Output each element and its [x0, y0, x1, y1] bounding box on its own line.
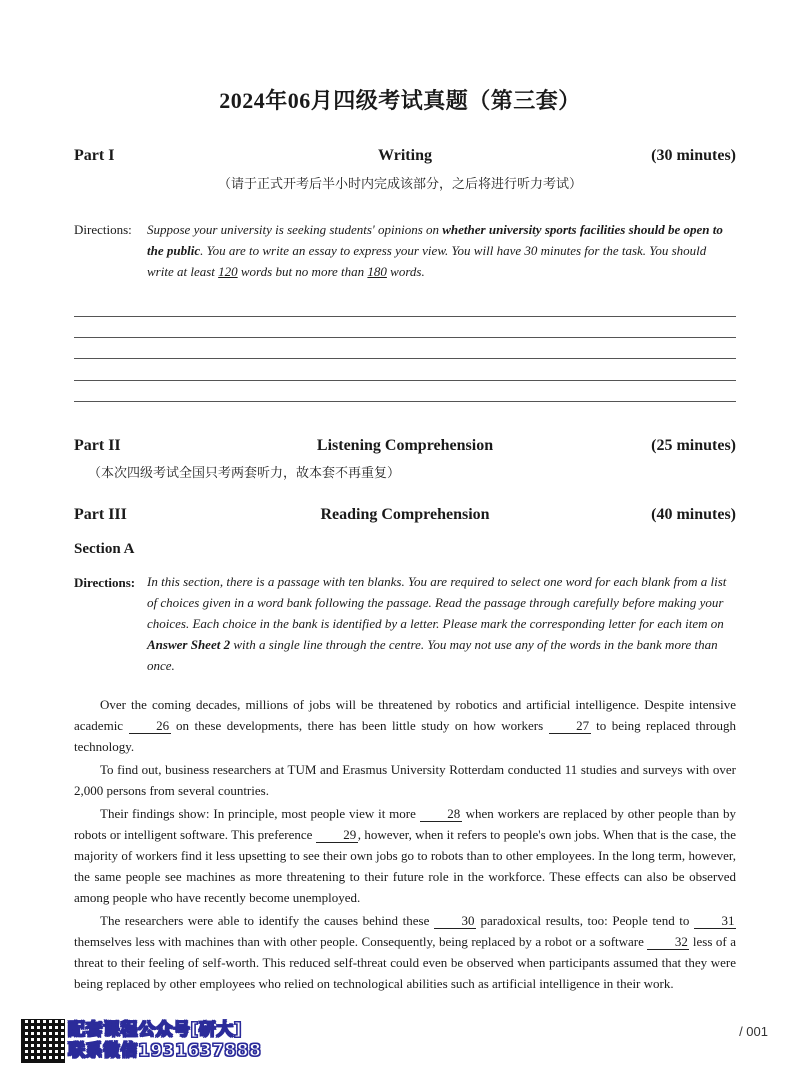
p1-text-a: Over the coming decades, millions of jobs will be threatened by robotics and artificial intelligence. Despite intensive academic [74, 697, 736, 733]
part1-dir-topic: whether university sports facilities should be open to the public [147, 222, 723, 258]
p4-text-c: themselves less with machines than with other people. Consequently, being replaced by a robot or a software [74, 934, 648, 949]
p4-text-d: less of a threat to their feeling of self-worth. This reduced self-threat could even be observed when participants assumed that they were being replaced by other employees who relied on technological abilities such as artificial intelligence in their work. [74, 934, 736, 991]
passage-paragraph-3 [74, 803, 736, 908]
blank-30: 30 [434, 913, 476, 929]
blank-32: 32 [647, 934, 689, 950]
blank-31: 31 [694, 913, 736, 929]
p3-text-b: when workers are replaced by other people than by robots or intelligent software. This preference [74, 806, 737, 842]
part1-dir-s2: . You are to write an essay to express your view. You will have 30 minutes for the task. You should write at least [147, 243, 707, 279]
section-a-heading: Section A [74, 541, 135, 557]
part1-dir-s4: words. [386, 264, 425, 279]
part3-name: Reading Comprehension [320, 506, 490, 523]
passage-paragraph-2: To find out, business researchers at TUM and Erasmus University Rotterdam conducted 11 studies and surveys with over 2,000 persons from several countries. [74, 762, 736, 798]
reading-passage [74, 694, 736, 996]
p3-text-a: Their findings show: In principle, most people view it more [100, 806, 420, 821]
writing-line [74, 401, 736, 402]
part3-dir-t1: In this section, there is a passage with ten blanks. You are required to select one word for each blank from a list of choices given in a word bank following the passage. Read the passage through carefully before making your choices. Each choice in the bank is identified by a letter. Please mark the corresponding letter for each item on [147, 574, 727, 631]
part3-dir-t2: with a single line through the centre. You may not use any of the words in the bank more than once. [147, 637, 718, 673]
promo-line-1: 配套课程公众号[研大] [68, 1020, 243, 1040]
part3-time: (40 minutes) [651, 506, 736, 523]
blank-26: 26 [129, 718, 171, 734]
part3-directions [147, 571, 736, 676]
passage-paragraph-4 [74, 910, 736, 994]
writing-line [74, 337, 736, 338]
part1-note: （请于正式开考后半小时内完成该部分，之后将进行听力考试） [217, 176, 582, 191]
writing-line [74, 358, 736, 359]
page-number: / 001 [739, 1024, 768, 1039]
blank-29: 29 [316, 827, 358, 843]
part1-dir-s3: words but no more than [237, 264, 368, 279]
writing-line [74, 380, 736, 381]
writing-line [74, 316, 736, 317]
p1-text-c: to being replaced through technology. [74, 718, 737, 754]
part2-label: Part II [74, 437, 121, 454]
promo-line-2: 联系微信1931637888 [68, 1041, 262, 1061]
qr-code-icon [22, 1020, 64, 1062]
part2-header [74, 437, 736, 461]
part3-header [74, 506, 736, 530]
part3-label: Part III [74, 506, 127, 523]
part1-directions [147, 219, 736, 282]
promo-text [68, 1020, 338, 1062]
p4-text-a: The researchers were able to identify the causes behind these [100, 913, 434, 928]
part1-label: Part I [74, 147, 115, 164]
part1-dir-s1: Suppose your university is seeking students' opinions on [147, 222, 443, 237]
blank-27: 27 [549, 718, 591, 734]
part1-max-words: 180 [367, 264, 387, 279]
part2-note: （本次四级考试全国只考两套听力，故本套不再重复） [88, 465, 401, 480]
page-title: 2024年06月四级考试真题（第三套） [219, 88, 581, 113]
part1-header [74, 147, 736, 171]
part1-name: Writing [378, 147, 432, 164]
part3-answer-sheet: Answer Sheet 2 [147, 637, 231, 652]
part1-min-words: 120 [218, 264, 238, 279]
part3-directions-label: Directions: [74, 575, 136, 590]
part2-name: Listening Comprehension [316, 437, 494, 454]
part1-directions-label: Directions: [74, 222, 132, 237]
p4-text-b: paradoxical results, too: People tend to [475, 913, 694, 928]
part1-time: (30 minutes) [651, 147, 736, 164]
blank-28: 28 [420, 806, 462, 822]
passage-paragraph-1 [74, 694, 736, 757]
p3-text-c: , however, when it refers to people's own jobs. When that is the case, the majority of workers find it less upsetting to see their own jobs go to robots than to other employees. In the long term, however, the same people see machines as more threatening to their future role in the workforce. These effects can also be observed among people who have recently become unemployed. [74, 827, 736, 905]
part2-time: (25 minutes) [651, 437, 736, 454]
p1-text-b: on these developments, there has been little study on how workers [170, 718, 549, 733]
